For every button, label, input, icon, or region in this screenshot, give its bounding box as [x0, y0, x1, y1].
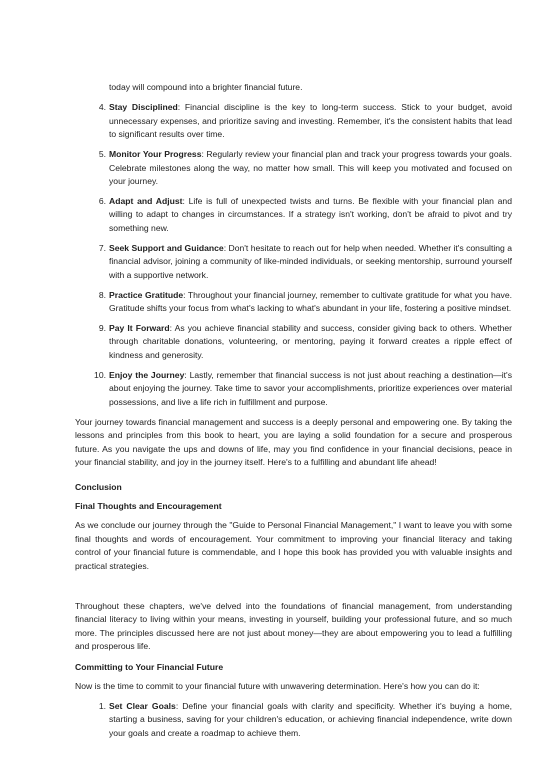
item-text: : Throughout your financial journey, remember to cultivate gratitude for what you have. Gratitude shifts your focus from what's lacking to what's abundant in your life, fostering a positive mindset. [109, 289, 512, 314]
list-item [75, 242, 512, 282]
item-title: Adapt and Adjust [109, 196, 183, 207]
item-text: : As you achieve financial stability and success, consider giving back to others. Whether through charitable donations, volunteering, or mentoring, paying it forward creates a ripple effect of kindness and generosity. [109, 323, 513, 360]
item-text: : Don't hesitate to reach out for help when needed. Whether it's consulting a financial advisor, joining a community of like-minded individuals, or seeking mentorship, surround yourself with a supportive network. [109, 242, 512, 280]
item-number: 4. [98, 102, 106, 113]
page-content [75, 81, 512, 747]
list-item [75, 369, 512, 409]
paragraph-chapters: Throughout these chapters, we've delved into the foundations of financial management, from understanding financial literacy to living within your means, investing in yourself, building your professional future, and so much more. The principles discussed here are not just about money—they are about empowering you to lead a fulfilling and prosperous life. [75, 600, 512, 652]
item-number: 5. [98, 149, 106, 160]
list-item [75, 195, 512, 235]
paragraph-journey: Your journey towards financial management and success is a deeply personal and empowering one. By taking the lessons and principles from this book to heart, you are laying a solid foundation for a secure and prosperous future. As you navigate the ups and downs of life, may you find confidence in your financial decisions, peace in your financial stability, and joy in the journey itself. Here's to a fulfilling and abundant life ahead! [75, 416, 512, 467]
list-item [75, 700, 512, 740]
blank-line [75, 580, 512, 600]
item-text: : Life is full of unexpected twists and turns. Be flexible with your financial plan and willing to adapt to changes in circumstances. If a strategy isn't working, don't be afraid to pivot and try something new. [109, 196, 512, 233]
list-item [75, 322, 512, 362]
item-text: : Regularly review your financial plan and track your progress towards your goals. Celebrate milestones along the way, no matter how small. This will keep you motivated and focused on your journey. [109, 149, 512, 187]
item-text: : Lastly, remember that financial success is not just about reaching a destination—it's about enjoying the journey. Take time to savor your accomplishments, prioritize experiences over material possessions, and live a life rich in fulfillment and purpose. [109, 369, 512, 407]
item-title: Set Clear Goals [109, 700, 176, 711]
list-item [75, 289, 512, 316]
top-toolbar [0, 0, 559, 47]
item-number: 7. [98, 242, 106, 253]
paragraph-conclude: As we conclude our journey through the "Guide to Personal Financial Management," I want to leave you with some final thoughts and words of encouragement. Your commitment to improving your financial literacy and taking control of your financial future is commendable, and I hope this book has provided you with valuable insights and practical strategies. [75, 520, 512, 571]
item-number: 9. [98, 323, 106, 334]
item-title: Pay It Forward [109, 323, 170, 334]
item-number: 6. [98, 196, 106, 207]
item-number: 10. [94, 369, 106, 380]
item-text: : Financial discipline is the key to long-term success. Stick to your budget, avoid unnecessary expenses, and prioritize saving and investing. Remember, it's the consistent habits that lead to significant results over time. [109, 102, 512, 140]
item-title: Monitor Your Progress [109, 149, 202, 160]
document-page [0, 46, 559, 782]
paragraph-commit: Now is the time to commit to your financial future with unwavering determination. Here's how you can do it: [75, 680, 480, 691]
item-title: Practice Gratitude [109, 289, 184, 300]
list-item [75, 101, 512, 141]
item-title: Enjoy the Journey [109, 369, 185, 380]
item-text: : Define your financial goals with clarity and specificity. Whether it's buying a home, starting a business, saving for your children's education, or achieving financial independence, write down your goals and create a roadmap to achieve them. [109, 700, 512, 738]
item-number: 8. [98, 289, 106, 300]
intro-continuation: today will compound into a brighter financial future. [109, 82, 303, 92]
heading-final-thoughts: Final Thoughts and Encouragement [75, 501, 222, 512]
item-title: Seek Support and Guidance [109, 242, 224, 253]
item-number: 1. [98, 700, 106, 711]
commit-list [75, 700, 512, 740]
list-item [75, 148, 512, 188]
heading-committing: Committing to Your Financial Future [75, 661, 224, 672]
item-title: Stay Disciplined [109, 102, 178, 113]
heading-conclusion: Conclusion [75, 482, 122, 493]
tips-list [75, 101, 512, 409]
